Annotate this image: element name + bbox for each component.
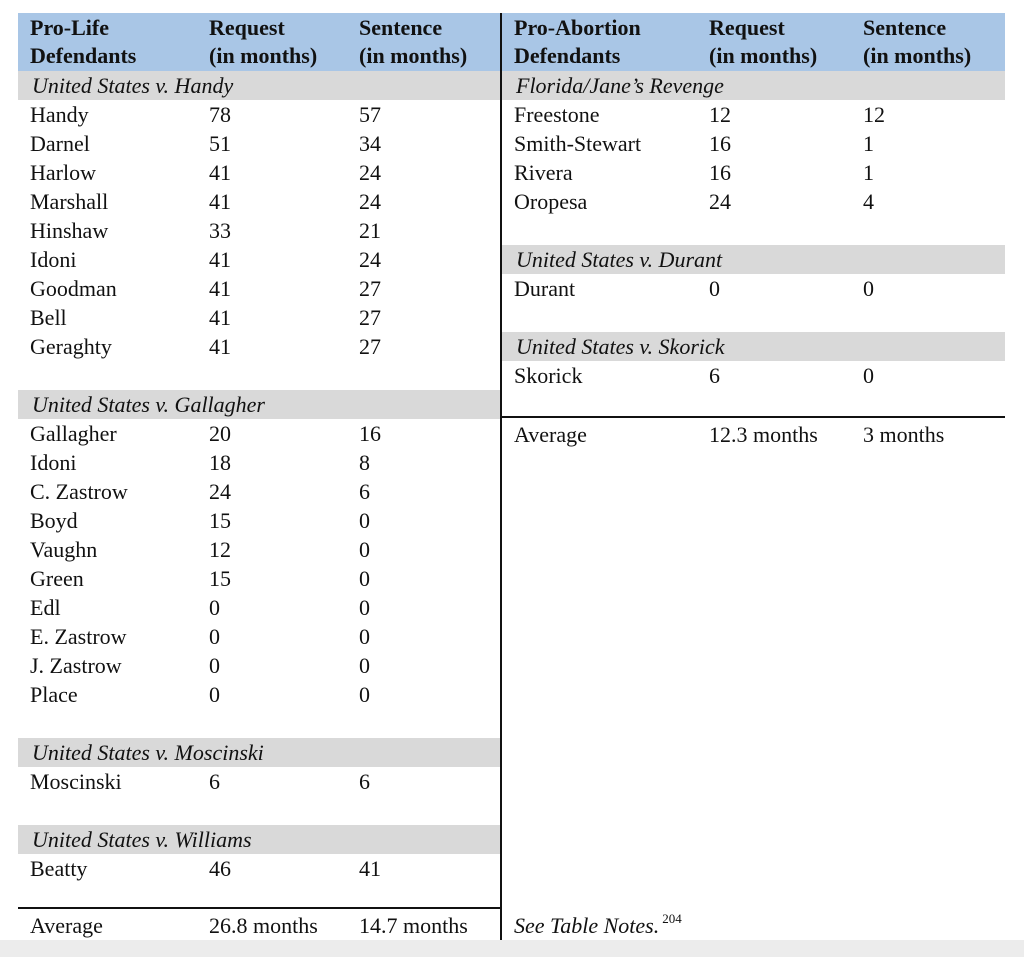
defendant-name: C. Zastrow [30, 479, 128, 504]
requested-months: 20 [209, 421, 231, 446]
defendant-name: J. Zastrow [30, 653, 122, 678]
requested-months: 33 [209, 218, 231, 243]
sentenced-months: 34 [359, 131, 381, 156]
requested-months: 12 [209, 537, 231, 562]
requested-months: 41 [209, 189, 231, 214]
defendant-name: Oropesa [514, 189, 588, 214]
sentenced-months: 0 [359, 566, 370, 591]
requested-months: 78 [209, 102, 231, 127]
left-average-rule [18, 907, 501, 909]
sentenced-months: 57 [359, 102, 381, 127]
sentenced-months: 4 [863, 189, 874, 214]
sentenced-months: 6 [359, 769, 370, 794]
sentenced-months: 0 [863, 276, 874, 301]
table-header-band [18, 13, 1005, 71]
sentenced-months: 27 [359, 334, 381, 359]
sentenced-months: 24 [359, 247, 381, 272]
requested-months: 46 [209, 856, 231, 881]
sentenced-months: 0 [359, 624, 370, 649]
sentenced-months: 27 [359, 276, 381, 301]
sentenced-months: 0 [359, 537, 370, 562]
left-header-defendants: Pro-Life Defendants [30, 15, 137, 68]
requested-months: 12 [709, 102, 731, 127]
sentenced-months: 12 [863, 102, 885, 127]
case-name: United States v. Skorick [516, 334, 725, 359]
defendant-name: Handy [30, 102, 89, 127]
sentenced-months: 1 [863, 131, 874, 156]
sentenced-months: 8 [359, 450, 370, 475]
defendant-name: Rivera [514, 160, 573, 185]
table-notes-text: See Table Notes. [514, 913, 660, 938]
sentenced-months: 24 [359, 189, 381, 214]
requested-months: 18 [209, 450, 231, 475]
defendant-name: Freestone [514, 102, 600, 127]
left-header-sentence: Sentence (in months) [359, 15, 468, 68]
requested-months: 15 [209, 566, 231, 591]
defendant-name: Goodman [30, 276, 117, 301]
defendant-name: Darnel [30, 131, 90, 156]
requested-months: 0 [209, 682, 220, 707]
case-name: United States v. Durant [516, 247, 723, 272]
sentenced-months: 41 [359, 856, 381, 881]
case-name: United States v. Williams [32, 827, 252, 852]
defendant-name: Boyd [30, 508, 78, 533]
defendant-name: Idoni [30, 450, 77, 475]
defendant-name: Harlow [30, 160, 96, 185]
defendant-name: Hinshaw [30, 218, 109, 243]
sentenced-months: 16 [359, 421, 381, 446]
defendant-name: Skorick [514, 363, 583, 388]
defendant-name: Edl [30, 595, 61, 620]
defendant-name: Place [30, 682, 78, 707]
requested-months: 0 [709, 276, 720, 301]
left-header-request: Request (in months) [209, 15, 318, 68]
requested-months: 16 [709, 160, 731, 185]
sentenced-months: 6 [359, 479, 370, 504]
right-average-sentence: 3 months [863, 422, 945, 447]
right-header-sentence: Sentence (in months) [863, 15, 972, 68]
left-average-label: Average [30, 913, 103, 938]
case-name: United States v. Handy [32, 73, 234, 98]
left-average-request: 26.8 months [209, 913, 318, 938]
sentenced-months: 0 [359, 595, 370, 620]
right-header-request: Request (in months) [709, 15, 818, 68]
sentenced-months: 21 [359, 218, 381, 243]
case-name: United States v. Moscinski [32, 740, 264, 765]
footnote-number: 204 [662, 911, 682, 926]
defendant-name: Vaughn [30, 537, 98, 562]
defendant-name: Geraghty [30, 334, 112, 359]
defendant-name: Moscinski [30, 769, 122, 794]
right-average-request: 12.3 months [709, 422, 818, 447]
right-header-defendants: Pro-Abortion Defendants [514, 15, 641, 68]
sentenced-months: 0 [359, 508, 370, 533]
requested-months: 41 [209, 160, 231, 185]
case-name: United States v. Gallagher [32, 392, 265, 417]
defendant-name: E. Zastrow [30, 624, 127, 649]
requested-months: 51 [209, 131, 231, 156]
bottom-margin [0, 940, 1024, 957]
requested-months: 41 [209, 276, 231, 301]
sentenced-months: 0 [359, 653, 370, 678]
requested-months: 41 [209, 334, 231, 359]
requested-months: 24 [709, 189, 731, 214]
requested-months: 0 [209, 624, 220, 649]
right-average-label: Average [514, 422, 587, 447]
requested-months: 15 [209, 508, 231, 533]
right-average-rule [501, 416, 1005, 418]
sentenced-months: 1 [863, 160, 874, 185]
defendant-name: Green [30, 566, 84, 591]
sentenced-months: 0 [863, 363, 874, 388]
requested-months: 24 [209, 479, 231, 504]
sentenced-months: 27 [359, 305, 381, 330]
defendant-name: Marshall [30, 189, 109, 214]
requested-months: 0 [209, 653, 220, 678]
requested-months: 41 [209, 305, 231, 330]
defendant-name: Smith-Stewart [514, 131, 642, 156]
requested-months: 6 [709, 363, 720, 388]
defendant-name: Bell [30, 305, 67, 330]
requested-months: 16 [709, 131, 731, 156]
defendant-name: Gallagher [30, 421, 117, 446]
case-name: Florida/Jane’s Revenge [516, 73, 724, 98]
defendant-name: Durant [514, 276, 576, 301]
left-average-sentence: 14.7 months [359, 913, 468, 938]
table-notes-reference [514, 911, 682, 943]
sentenced-months: 24 [359, 160, 381, 185]
column-divider [500, 13, 502, 940]
requested-months: 6 [209, 769, 220, 794]
sentenced-months: 0 [359, 682, 370, 707]
defendant-name: Idoni [30, 247, 77, 272]
defendant-name: Beatty [30, 856, 88, 881]
requested-months: 41 [209, 247, 231, 272]
requested-months: 0 [209, 595, 220, 620]
